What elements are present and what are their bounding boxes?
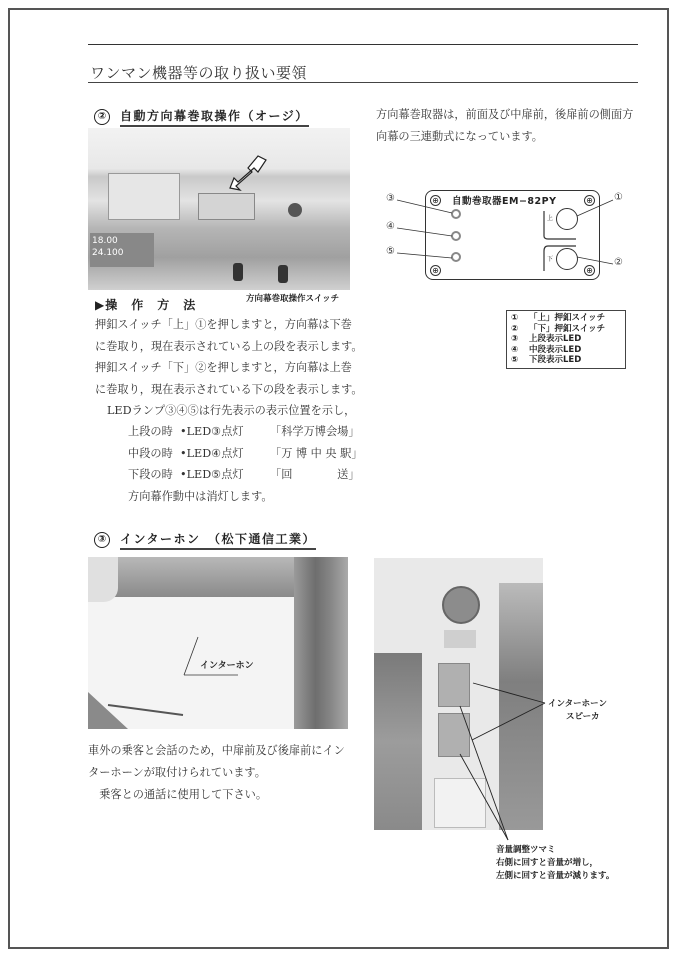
section-title: インターホン （松下通信工業） <box>120 532 316 550</box>
text-line: 方向幕巻取器は，前面及び中扉前，後扉前の側面方 <box>376 108 634 121</box>
led-off-note: 方向幕作動中は消灯します。 <box>128 489 273 503</box>
callout-1: ① <box>614 192 623 203</box>
led-intro: LEDランプ③④⑤は行先表示の表示位置を示し， <box>107 404 356 417</box>
text-line: ターホーンが取付けられています。 <box>88 766 266 779</box>
down-glyph: 下 <box>547 256 554 263</box>
legend-text: 下段表示LED <box>529 355 582 365</box>
led-position: 上段の時 <box>128 425 173 438</box>
callout-4: ④ <box>386 221 395 232</box>
led-indicator: •LED③点灯 <box>180 425 244 438</box>
diagram-label: 自動巻取器EM−82PY <box>452 196 557 207</box>
text-line: に巻取り，現在表示されている上の段を表示します。 <box>95 339 363 353</box>
section-title: 自動方向幕巻取操作（オージ） <box>120 109 309 127</box>
method-heading: ▶操 作 方 法 <box>95 298 197 312</box>
screw-icon: ⊕ <box>584 195 595 206</box>
volume-line: 左側に回すと音量が減ります。 <box>496 871 615 881</box>
up-glyph: 上 <box>547 215 554 222</box>
legend-num: ① <box>511 313 519 323</box>
legend-num: ⑤ <box>511 355 519 365</box>
page-title: ワンマン機器等の取り扱い要領 <box>90 64 308 82</box>
led-position: 中段の時 <box>128 446 173 460</box>
section-number: ② <box>94 109 110 125</box>
speaker-label-2: スピーカ <box>566 712 600 722</box>
led-indicator: •LED⑤点灯 <box>180 468 244 481</box>
text-line: 押釦スイッチ「上」①を押しますと，方向幕は下巻 <box>95 318 352 331</box>
volume-title: 音量調整ツマミ <box>496 845 556 855</box>
led-destination: 「万 博 中 央 駅」 <box>270 446 363 460</box>
text-line: 押釦スイッチ「下」②を押しますと，方向幕は上巻 <box>95 361 352 374</box>
volume-line: 右側に回すと音量が増し， <box>496 858 599 868</box>
text-line: 乗客との通話に使用して下さい。 <box>88 788 268 801</box>
intercom-label: インターホン <box>200 661 254 671</box>
text-line: に巻取り，現在表示されている下の段を表示します。 <box>95 382 363 396</box>
screw-icon: ⊕ <box>430 195 441 206</box>
legend-text: 「上」押釦スイッチ <box>529 313 606 323</box>
led-destination: 「回 送」 <box>270 468 360 481</box>
legend-text: 「下」押釦スイッチ <box>529 323 606 334</box>
legend-num: ③ <box>511 334 519 344</box>
legend-num: ② <box>511 323 519 334</box>
legend-num: ④ <box>511 344 519 355</box>
callout-5: ⑤ <box>386 246 395 257</box>
led-indicator: •LED④点灯 <box>180 446 244 460</box>
section-number: ③ <box>94 532 110 548</box>
photo-caption: 方向幕巻取操作スイッチ <box>246 294 340 304</box>
panel-value-1: 18.00 <box>92 236 118 246</box>
volume-note <box>496 844 614 883</box>
callout-2: ② <box>614 257 623 268</box>
legend-text: 中段表示LED <box>529 344 582 355</box>
panel-value-2: 24.100 <box>92 248 124 258</box>
led-destination: 「科学万博会場」 <box>270 425 360 438</box>
screw-icon: ⊕ <box>430 265 441 276</box>
text-line: 向幕の三連動式になっています。 <box>376 130 543 143</box>
text-line: 車外の乗客と会話のため，中扉前及び後扉前にイン <box>88 744 345 757</box>
speaker-label-1: インターホーン <box>548 699 607 709</box>
screw-icon: ⊕ <box>584 265 595 276</box>
led-position: 下段の時 <box>128 468 173 481</box>
legend-text: 上段表示LED <box>529 334 582 344</box>
callout-3: ③ <box>386 193 395 204</box>
